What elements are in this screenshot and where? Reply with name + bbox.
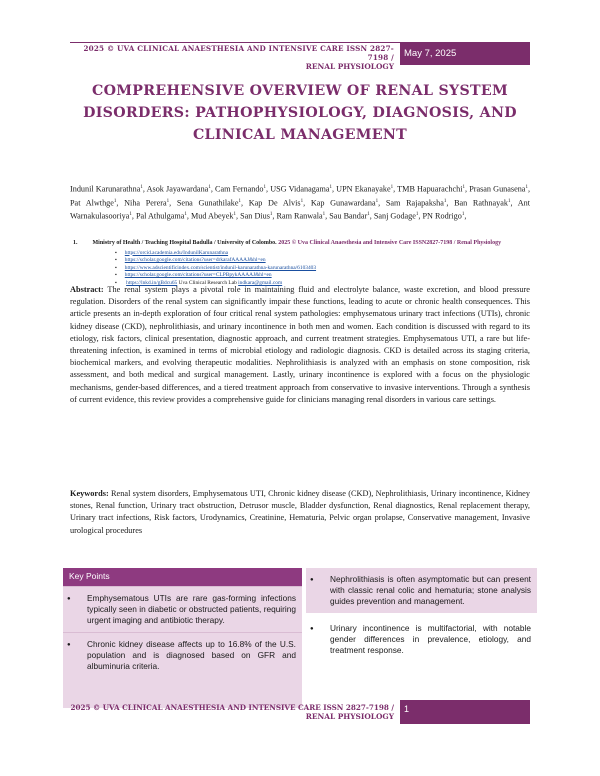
author-affiliation-mark: 1 bbox=[390, 185, 394, 190]
author-affiliation-mark: 1 bbox=[113, 198, 117, 204]
keywords bbox=[70, 488, 530, 537]
author-list: Indunil Karunarathna$^1$, Asok Jayawardana$^1$, Cam Fernando$^1$, USG Vidanagama$^1$, UPN Ekanayake$^1$, TMB Hapuarachchi$^1$, Prasan Gunasena$^1$, Pat Alwthge$^1$, Niha Perera$^1$, Sena Gunathilake$^1$, Kap De Alvis$^1$, Kap Gunawardana$^1$, Sam Rajapaksha$^1$, Ban Rathnayak$^1$, Ant Warnakulasooriya$^1$, Pal Athulgama$^1$, Mud Abeyek$^1$, San Dius$^1$, Ram Ranwala$^1$, Sau Bandar$^1$, Sanj Godage$^1$, PN Rodrigo$^1$, bbox=[70, 184, 531, 222]
footer-section: RENAL PHYSIOLOGY bbox=[305, 712, 394, 721]
author-affiliation-mark: 1 bbox=[233, 212, 237, 218]
lab-name: Uva Clinical Research Lab bbox=[177, 279, 239, 286]
author-name: Pal Athulgama bbox=[135, 212, 185, 222]
author-affiliation-mark: 1 bbox=[415, 212, 419, 218]
keywords-label: Keywords: bbox=[70, 489, 109, 498]
author-name: UPN Ekanayake bbox=[336, 184, 391, 194]
profile-links bbox=[124, 249, 530, 288]
abstract bbox=[70, 284, 530, 406]
profile-link[interactable]: https://orcid.academia.edu/IndunilKarunarathna bbox=[124, 249, 229, 256]
author-name: TMB Hapuarachchi bbox=[397, 184, 463, 194]
author-name: Sena Gunathilake bbox=[176, 198, 239, 208]
header-date: May 7, 2025 bbox=[400, 42, 530, 65]
footer-journal-line: 2025 © UVA CLINICAL ANAESTHESIA AND INTENSIVE CARE ISSN 2827-7198 / bbox=[70, 703, 394, 712]
bullet-icon: ● bbox=[310, 577, 314, 583]
key-point bbox=[306, 568, 537, 613]
author-name: Sau Bandar bbox=[329, 212, 368, 222]
author-affiliation-mark: 1 bbox=[507, 198, 511, 204]
author-name: Kap De Alvis bbox=[248, 198, 301, 208]
author-name: Ban Rathnayak bbox=[454, 198, 508, 208]
abstract-label: Abstract: bbox=[70, 285, 104, 294]
author-affiliation-mark: 1 bbox=[184, 212, 187, 218]
author-affiliation-mark: 1 bbox=[322, 212, 326, 218]
author-affiliation-mark: 1 bbox=[129, 212, 132, 218]
author-name: Pat Alwthge bbox=[70, 198, 114, 208]
email-link[interactable]: indkara@gmail.com bbox=[238, 279, 283, 286]
header-journal bbox=[70, 42, 400, 71]
author-affiliation-mark: 1 bbox=[208, 185, 211, 190]
author-name: PN Rodrigo bbox=[422, 212, 462, 222]
key-point bbox=[63, 632, 302, 678]
profile-link-item bbox=[124, 264, 530, 273]
author-name: Ram Ranwala bbox=[276, 212, 323, 222]
author-name: USG Vidanagama bbox=[270, 184, 330, 194]
affiliation-number: 1. bbox=[73, 240, 78, 246]
keywords-text: Renal system disorders, Emphysematous UTI, Chronic kidney disease (CKD), Nephrolithiasis, Urinary incontinence, Kidney stones, Renal function, Urinary tract obstruction, Detrusor muscle, Bladder dysfunction, Renal diagnostics, Renal replacement therapy, Urinary tract infections, Risk factors, Urodynamics, Creatinine, Hematuria, Pelvic organ prolapse, Conservative management, Invasive urological procedures bbox=[70, 489, 530, 535]
key-point-text: Nephrolithiasis is often asymptomatic but can present with classic renal colic and hematuria; stone analysis guides prevention and management. bbox=[330, 574, 531, 606]
author-affiliation-mark: 1 bbox=[462, 185, 465, 190]
bullet-icon: ● bbox=[67, 642, 71, 648]
affiliation-journal: 2025 © Uva Clinical Anaesthesia and Intensive Care ISSN2827-7198 / Renal Physiology bbox=[278, 240, 502, 246]
author-affiliation-mark: 1 bbox=[329, 185, 332, 190]
author-affiliation-mark: 1 bbox=[367, 212, 370, 218]
profile-link[interactable]: https://scholar.google.com/citations?user=CLPBpykAAAAJ&hl=en bbox=[124, 272, 272, 279]
abstract-text: The renal system plays a pivotal role in maintaining fluid and electrolyte balance, waste excretion, and blood pressure regulation. Disorders of the renal system can significantly impair these functions, leading to acute or chronic health consequences. This article presents an in-depth exploration of four critical renal system pathologies: emphysematous urinary tract infections (UTIs), chronic kidney disease (CKD), nephrolithiasis, and urinary incontinence in both men and women. Each condition is discussed with regard to its etiology, risk factors, clinical presentation, diagnostic approach, and current treatment strategies. Emphysematous UTI, a rare but life-threatening infection, is examined in terms of microbial etiology and radiologic diagnosis. CKD is detailed across its staging criteria, biochemical markers, and evolving therapeutic modalities. Nephrolithiasis is analyzed with an emphasis on stone composition, risk assessment, and both medical and surgical management. Lastly, urinary incontinence is explored with a focus on the physiologic mechanisms, gender-based differences, and a tiered treatment approach from conservative to invasive interventions. Through a synthesis of current evidence, this review provides a comprehensive guide for clinicians managing renal disorders in various care settings. bbox=[70, 285, 530, 404]
header-section: RENAL PHYSIOLOGY bbox=[305, 62, 394, 71]
author-affiliation-mark: 1 bbox=[263, 185, 267, 190]
key-points-left-column bbox=[63, 568, 302, 708]
profile-link-item bbox=[124, 249, 530, 258]
author-affiliation-mark: 1 bbox=[375, 198, 379, 204]
author-name: Indunil Karunarathna bbox=[70, 184, 141, 194]
key-point bbox=[306, 617, 537, 662]
author-name: Ant Warnakulasooriya bbox=[70, 198, 531, 222]
key-point bbox=[63, 586, 302, 632]
author-name: Sanj Godage bbox=[373, 212, 416, 222]
header-journal-line: 2025 © UVA CLINICAL ANAESTHESIA AND INTENSIVE CARE ISSN 2827-7198 / bbox=[83, 44, 394, 62]
profile-link-item bbox=[124, 257, 530, 265]
author-affiliation-mark: 1 bbox=[300, 198, 304, 204]
page-number: 1 bbox=[400, 700, 530, 724]
page-footer bbox=[70, 700, 530, 724]
bullet-icon: ● bbox=[310, 626, 314, 632]
key-point-text: Urinary incontinence is multifactorial, with notable gender differences in prevalence, etiology, and treatment response. bbox=[330, 623, 531, 655]
bullet-icon: ● bbox=[67, 596, 71, 602]
author-affiliation-mark: 1 bbox=[238, 198, 241, 204]
author-name: Niha Perera bbox=[124, 198, 167, 208]
author-name: Sam Rajapaksha bbox=[385, 198, 444, 208]
affiliation-text: Ministry of Health / Teaching Hospital Badulla / University of Colombo. bbox=[92, 240, 277, 246]
key-points-heading: Key Points bbox=[63, 568, 302, 586]
key-points-box bbox=[63, 568, 537, 708]
profile-link[interactable]: https://scholar.google.com/citations?user=drkarafAAAAJ&hl=en bbox=[124, 257, 266, 264]
author-name: Prasan Gunasena bbox=[469, 184, 526, 194]
profile-link[interactable]: https://www.adscientificindex.com/scientist/indunil-karunarathna-karunarathna/6103403 bbox=[124, 264, 317, 271]
author-name: Mud Abeyek bbox=[190, 212, 234, 222]
author-name: Kap Gunawardana bbox=[310, 198, 376, 208]
affiliation-block bbox=[73, 240, 530, 287]
paper-title: COMPREHENSIVE OVERVIEW OF RENAL SYSTEM DISORDERS: PATHOPHYSIOLOGY, DIAGNOSIS, AND CLINICAL MANAGEMENT bbox=[83, 83, 517, 143]
profile-link-item bbox=[124, 272, 530, 280]
author-affiliation-mark: 1 bbox=[461, 212, 465, 218]
author-name: San Dius bbox=[240, 212, 270, 222]
author-name: Asok Jayawardana bbox=[146, 184, 209, 194]
author-affiliation-mark: 1 bbox=[166, 198, 170, 204]
key-point-text: Chronic kidney disease affects up to 16.8% of the U.S. population and is diagnosed based on GFR and albuminuria criteria. bbox=[87, 639, 296, 671]
key-points-right-column bbox=[306, 568, 537, 708]
page-header bbox=[70, 42, 530, 71]
footer-journal bbox=[70, 700, 400, 724]
author-affiliation-mark: 1 bbox=[269, 212, 273, 218]
author-name: Cam Fernando bbox=[215, 184, 264, 194]
profile-link[interactable]: https://lnkd.in/gBdcu65 bbox=[126, 279, 178, 286]
author-affiliation-mark: 1 bbox=[140, 185, 143, 190]
key-point-text: Emphysematous UTIs are rare gas-forming infections typically seen in diabetic or obstructed patients, requiring urgent imaging and antibiotic therapy. bbox=[87, 593, 296, 625]
author-affiliation-mark: 1 bbox=[443, 198, 447, 204]
author-affiliation-mark: 1 bbox=[525, 185, 528, 190]
